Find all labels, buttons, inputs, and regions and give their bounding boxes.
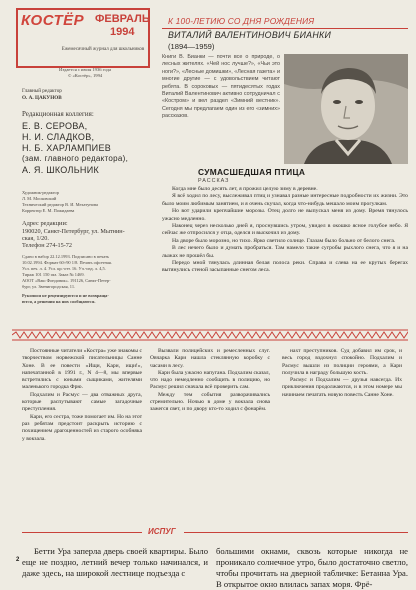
column-paragraph: нахт преступников. Суд добавил им срок, и весь город вздохнул спокойно. Подхалим и Расмус вышли из полиции героями, а Кари получила в награду большую кость.	[282, 348, 402, 376]
section-rule-left	[22, 532, 142, 533]
story-paragraph: Передо мной тянулась длинная белая полоса реки. Справа и слева на ее крутых берегах вытянулись стеной засыпанные снегом леса.	[162, 260, 408, 274]
publication-info	[30, 67, 140, 79]
print-info-line: Сдано в набор 22.12.1993. Подписано в печать	[22, 254, 109, 259]
story-paragraph: Но вот ударили крепчайшие морозы. Отец долго не выпускал меня из дому. Время тянулось ужасно медленно.	[162, 208, 408, 222]
issue-month: ФЕВРАЛЬ	[95, 13, 150, 25]
section-heading: ИСПУГ	[148, 527, 176, 536]
story-text	[162, 186, 408, 275]
print-info-line: бург, ул. Звенигородская, 11.	[22, 284, 76, 289]
story-column-2	[150, 348, 270, 414]
section-text-left: Бетти Ура заперла дверь своей квартиры. Было еще не поздно, летний вечер только начинался, и даже здесь, на широкой лестнице подъезда с	[22, 546, 208, 578]
masthead	[16, 8, 150, 68]
author-years: (1894—1959)	[168, 42, 215, 51]
issue-year: 1994	[110, 26, 135, 38]
magazine-subtitle: Ежемесячный журнал для школьников	[61, 47, 145, 52]
address-line: ская, 1/20.	[22, 235, 49, 242]
staff-line: Корректор Е. М. Пожидаева	[22, 208, 75, 213]
column-paragraph: Кари была ужасно напугана. Подхалим сказал, что надо немедленно сообщить в полицию, но Расмус решил сначала всё проверить сам.	[150, 369, 270, 391]
story-paragraph: В лес нечего было и думать пробраться. Там намело такие сугробы рыхлого снега, что я и на лыжах не прошёл бы.	[162, 245, 408, 259]
story-genre: РАССКАЗ	[198, 178, 230, 184]
manuscript-notice: ются, а решения на них сообщаются.	[22, 299, 96, 304]
staff-line: Л. М. Московский	[22, 196, 57, 201]
board-member: А. Я. ШКОЛЬНИК	[22, 165, 100, 175]
magazine-logo: КОСТЁР	[21, 12, 85, 29]
story-title: СУМАСШЕДШАЯ ПТИЦА	[198, 167, 306, 177]
staff-line: Художник-редактор	[22, 190, 59, 195]
print-info-line: Тираж 101 150 экз. Заказ № 1469.	[22, 272, 85, 277]
column-paragraph: Вызвали полицейских и ремесленных слуг. Овчарка Кари нашла стеклянную коробку с часами в лесу.	[150, 348, 270, 369]
story-column-3	[282, 348, 402, 399]
section-text-right: большими окнами, сквозь которые никогда не проникало солнечное утро, было достаточно светло, чтобы прочитать на дверной табличке: Бетанна Ура. В открытое окно влилась запах моря. Фрё-	[216, 546, 408, 589]
decorative-ornament-band	[12, 328, 408, 342]
print-info-line: 10.02.1994. Формат 60×90 1/8. Печать офсетная.	[22, 260, 112, 265]
column-paragraph: Расмус и Подхалим — друзья навсегда. Их приключения продолжаются, и в этом номере мы начинаем печатать новую повесть Санне Хоне.	[282, 377, 402, 398]
chief-editor-name: О. А. ЦАКУНОВ	[22, 95, 62, 101]
heading-rule	[162, 28, 408, 29]
story-paragraph: Я всё ходил по лесу, выслеживал птиц и узнавал разные интересные подробности их жизни. Это было моим любимым занятием, и я очень скучал, когда что-нибудь мешало моим прогулкам.	[162, 193, 408, 207]
board-member: Е. В. СЕРОВА,	[22, 121, 88, 131]
address-phone: Телефон 274-15-72	[22, 242, 72, 249]
editorial-board-label: Редакционная коллегия:	[22, 110, 94, 118]
address-label: Адрес редакции:	[22, 220, 68, 227]
print-info-line: АООТ «Ваш Фондовик». 191126, Санкт-Петер-	[22, 278, 111, 283]
article-intro: Книги В. Бианки — почти все о природе, о лесных жителях. «Чей нос лучше?», «Чьи это ноги?», «Лесные домишки», «Лесная газета» и многие другие — с удовольствием читают ребята. В сороковых — пятидесятых годах Виталий Валентинович активно сотрудничал с «Костром» и вел раздел «Зимний вестник». Сегодня мы предлагаем один из его «зимних» рассказов.	[162, 54, 280, 120]
address-line: 190020, Санкт-Петербург, ул. Мытнин-	[22, 228, 125, 235]
story-column-1	[22, 348, 142, 443]
copyright: © «Костёр», 1994	[67, 73, 103, 78]
print-info-line: Усл. печ. л. 4. Усл. кр.-отт. 16. Уч.-изд. л. 4,5.	[22, 266, 106, 271]
staff-line: Технический редактор В. И. Мехатунова	[22, 202, 98, 207]
ornament-zigzag	[12, 332, 408, 338]
board-member: Н. Б. ХАРЛАМПИЕВ	[22, 143, 112, 153]
column-paragraph: Постоянные читатели «Костра» уже знакомы с творчеством норвежской писательницы Санне Хоне. В ее повести «Ищи, Кари, ищи!», напечатанной в 1991 г., N 4—8, мы впервые встретились с юными сыщиками, жителями маленького городка Фрю.	[22, 348, 142, 391]
portrait-illustration	[284, 54, 408, 164]
board-member-note: (зам. главного редактора),	[22, 154, 129, 163]
chief-editor-label: Главный редактор	[22, 88, 62, 94]
manuscript-notice: Рукописи не рецензируются и не возвраща-	[22, 293, 109, 298]
publication-since: Издается с июля 1936 года	[59, 67, 111, 72]
column-paragraph: Между тем события разворачивались стремительно. Ночью в доме у вокзала снова зажегся свет, и по двору кто-то ходил с фонарём.	[150, 391, 270, 413]
page-number: 2	[16, 557, 20, 563]
story-paragraph: На дворе было морозно, но тихо. Ярко светило солнце. Глазам было больно от белого снега.	[172, 237, 396, 244]
story-paragraph: Наконец через несколько дней я, проснувшись утром, увидел в окошко ясное голубое небо. Я сейчас же отпросился у отца, оделся и выскочил из дому.	[162, 223, 408, 237]
author-portrait-photo	[284, 54, 408, 164]
section-rule-right	[184, 532, 408, 533]
board-member: Н. И. СЛАДКОВ,	[22, 132, 95, 142]
column-paragraph: Подхалим и Расмус — два отважных друга, которые распутывают самые загадочные преступления.	[22, 391, 142, 413]
anniversary-heading: К 100-ЛЕТИЮ СО ДНЯ РОЖДЕНИЯ	[168, 16, 315, 26]
author-name: ВИТАЛИЙ ВАЛЕНТИНОВИЧ БИАНКИ	[168, 30, 332, 40]
column-paragraph: Кари, его сестра, тоже помогает им. Но на этот раз ребятам предстоит раскрыть историю с похищением драгоценностей из старого особняка у вокзала.	[22, 413, 143, 442]
story-paragraph: Когда мне было десять лет, я прожил целую зиму в деревне.	[172, 186, 318, 192]
